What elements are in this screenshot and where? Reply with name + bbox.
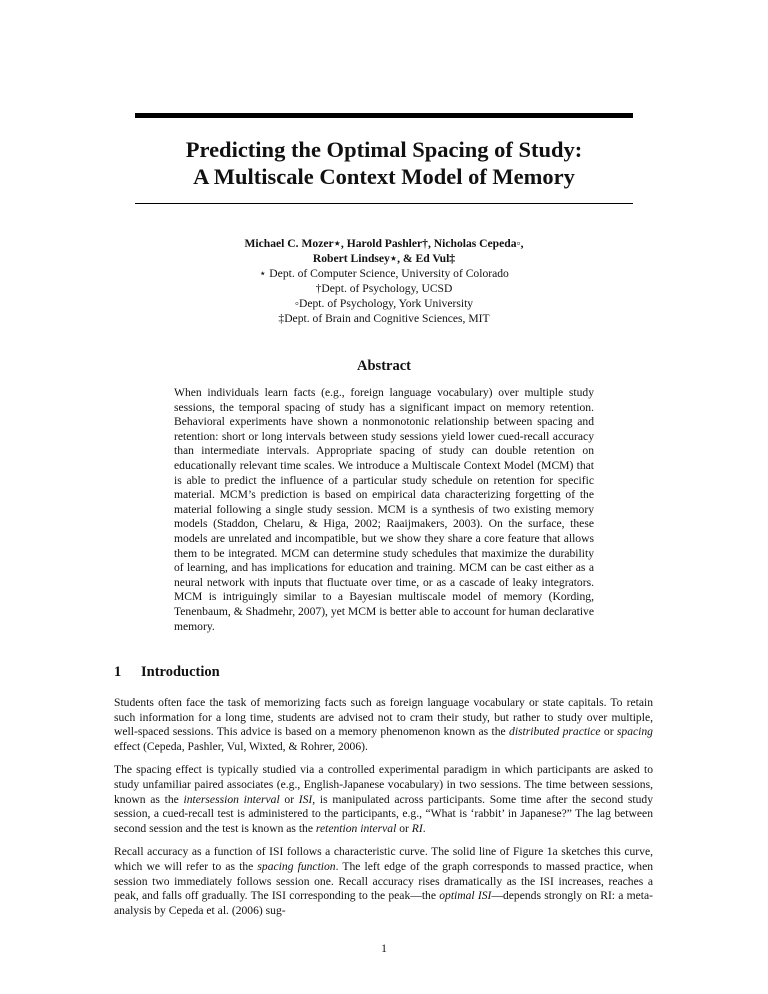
author-names-line-2: Robert Lindsey⋆, & Ed Vul‡	[312, 252, 456, 265]
paragraph-2: The spacing effect is typically studied via a controlled experimental paradigm in which participants are asked to study unfamiliar paired associates (e.g., English-Japanese vocabulary) in two sessions. The time between sessions, known as the intersession interval or ISI, is manipulated across participants. Some time after the second study session, a cued-recall test is administered to the participants, e.g., “What is ‘rabbit’ in Japanese?” The lag between second session and the test is known as the retention interval or RI.	[114, 763, 653, 835]
emphasis-term: ISI	[298, 792, 313, 806]
title-line-2: A Multiscale Context Model of Memory	[193, 164, 575, 189]
emphasis-term: spacing function	[257, 859, 336, 873]
affiliation-1: ⋆ Dept. of Computer Science, University of Colorado	[259, 267, 509, 280]
emphasis-term: optimal ISI	[439, 889, 492, 903]
paragraph-1: Students often face the task of memorizing facts such as foreign language vocabulary or state capitals. To retain such information for a long time, students are advised not to cram their study, but rather to study over multiple, well-spaced sessions. This advice is based on a memory phenomenon known as the distributed practice or spacing effect (Cepeda, Pashler, Vul, Wixted, & Rohrer, 2006).	[114, 696, 653, 753]
emphasis-term: intersession interval	[183, 792, 280, 806]
author-names-line-1: Michael C. Mozer⋆, Harold Pashler†, Nicholas Cepeda◦,	[244, 237, 524, 250]
introduction-body	[114, 696, 653, 927]
affiliation-4: ‡Dept. of Brain and Cognitive Sciences, MIT	[278, 312, 490, 325]
section-title: Introduction	[141, 664, 220, 680]
title-line-1: Predicting the Optimal Spacing of Study:	[185, 137, 583, 162]
paragraph-3: Recall accuracy as a function of ISI follows a characteristic curve. The solid line of Figure 1a sketches this curve, which we will refer to as the spacing function. The left edge of the graph corresponds to massed practice, when session two immediately follows session one. Recall accuracy rises dramatically as the ISI increases, reaches a peak, and falls off gradually. The ISI corresponding to the peak—the optimal ISI—depends strongly on RI: a meta-analysis by Cepeda et al. (2006) sug-	[114, 845, 654, 917]
author-block	[135, 236, 633, 326]
emphasis-term: distributed practice	[509, 725, 601, 739]
abstract-heading: Abstract	[357, 358, 411, 374]
section-number: 1	[114, 664, 122, 680]
affiliation-3: ◦Dept. of Psychology, York University	[294, 297, 474, 310]
page-number: 1	[381, 942, 387, 955]
abstract-text: When individuals learn facts (e.g., foreign language vocabulary) over multiple study sessions, the temporal spacing of study has a significant impact on memory retention. Behavioral experiments have shown a nonmonotonic relationship between spacing and retention: short or long intervals between study sessions yield lower cued-recall accuracy than intermediate intervals. Appropriate spacing of study can double retention on educationally relevant time scales. We introduce a Multiscale Context Model (MCM) that is able to predict the influence of a particular study schedule on retention for specific material. MCM’s prediction is based on empirical data characterizing forgetting of the material following a single study session. MCM is a synthesis of two existing memory models (Staddon, Chelaru, & Higa, 2002; Raaijmakers, 2003). On the surface, these models are unrelated and incompatible, but we show they share a core feature that allows them to be integrated. MCM can determine study schedules that maximize the durability of learning, and has implications for education and training. MCM can be cast either as a neural network with inputs that fluctuate over time, or as a cascade of leaky integrators. MCM is intriguingly similar to a Bayesian multiscale model of memory (Kording, Tenenbaum, & Shadmehr, 2007), yet MCM is better able to account for human declarative memory.	[174, 386, 594, 633]
title-bottom-rule	[135, 203, 633, 204]
paper-title	[135, 136, 633, 190]
emphasis-term: retention interval	[315, 821, 397, 835]
affiliation-2: †Dept. of Psychology, UCSD	[315, 282, 453, 295]
section-heading	[114, 664, 220, 681]
emphasis-term: RI	[411, 821, 423, 835]
title-top-rule	[135, 113, 633, 118]
emphasis-term: spacing	[616, 725, 653, 739]
